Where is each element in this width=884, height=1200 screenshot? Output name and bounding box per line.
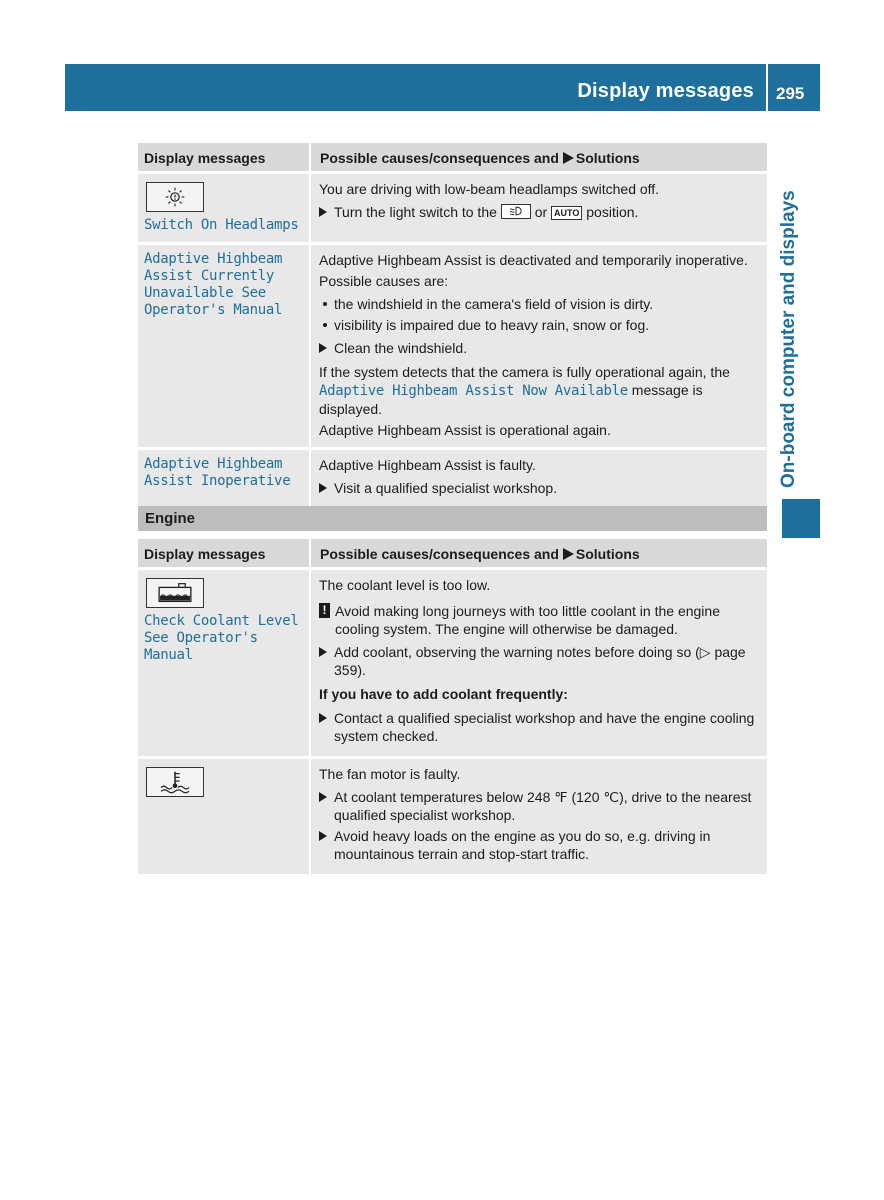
col-header-display-messages: Display messages <box>138 539 310 569</box>
bullet-text: visibility is impaired due to heavy rain, snow or fog. <box>334 317 650 333</box>
cause-text: You are driving with low-beam headlamps switched off. <box>319 181 660 197</box>
cause-bullet <box>319 316 761 334</box>
solutions-arrow-icon <box>563 548 574 560</box>
step-arrow-icon <box>319 831 327 841</box>
causes-cell <box>310 173 767 244</box>
solution-step <box>319 203 761 221</box>
low-beam-switch-icon <box>501 204 531 219</box>
low-beam-headlamp-icon <box>146 182 204 212</box>
section-header-engine <box>138 506 767 531</box>
display-message: Check Coolant Level See Operator's Manual <box>144 613 299 663</box>
bullet-dot <box>323 323 327 327</box>
step-arrow-icon <box>319 792 327 802</box>
col-header-causes <box>310 539 767 569</box>
message-cell <box>138 173 310 244</box>
message-cell <box>138 758 310 875</box>
paragraph-suffix: message is displayed. <box>319 382 703 417</box>
frequent-coolant-heading: If you have to add coolant frequently: <box>319 686 568 702</box>
message-cell <box>138 569 310 758</box>
solutions-arrow-icon <box>563 152 574 164</box>
display-message: Switch On Headlamps <box>144 217 299 233</box>
section-title: Engine <box>145 510 196 527</box>
step-arrow-icon <box>319 343 327 353</box>
solution-step <box>319 643 761 679</box>
solution-step <box>319 788 761 824</box>
coolant-level-icon <box>146 578 204 608</box>
bullet-text: the windshield in the camera's field of vision is dirty. <box>334 296 654 312</box>
step-text: Add coolant, observing the warning notes before doing so (▷ page 359). <box>334 644 746 678</box>
col-header-causes-text: Possible causes/consequences and <box>320 546 559 562</box>
chapter-tab-marker <box>782 499 820 538</box>
causes-cell <box>310 244 767 449</box>
step-arrow-icon <box>319 647 327 657</box>
causes-cell <box>310 449 767 509</box>
step-text: Visit a qualified specialist workshop. <box>334 480 558 496</box>
table-header-row <box>138 143 767 173</box>
chapter-tab-label: On-board computer and displays <box>778 190 799 488</box>
coolant-temperature-icon <box>146 767 204 797</box>
recovery-paragraph <box>319 363 761 418</box>
solution-step <box>319 339 761 357</box>
warning-icon: ! <box>319 603 330 618</box>
col-header-causes <box>310 143 767 173</box>
page-title: Display messages <box>577 80 754 102</box>
bullet-dot <box>323 302 327 306</box>
causes-cell <box>310 758 767 875</box>
warning-text: Avoid making long journeys with too little coolant in the engine cooling system. The engine will otherwise be damaged. <box>335 603 720 637</box>
table-row <box>138 758 767 875</box>
cause-text: Adaptive Highbeam Assist is deactivated and temporarily inoperative. <box>319 252 748 268</box>
auto-switch-symbol: AUTO <box>551 206 582 220</box>
display-messages-table-lights <box>138 143 767 508</box>
col-header-solutions-text: Solutions <box>575 150 640 166</box>
col-header-display-messages: Display messages <box>138 143 310 173</box>
solution-step <box>319 479 761 497</box>
step-suffix-text: position. <box>586 204 639 220</box>
step-arrow-icon <box>319 713 327 723</box>
cause-intro: Possible causes are: <box>319 273 449 289</box>
step-or-text: or <box>534 204 548 220</box>
cause-bullet <box>319 295 761 313</box>
paragraph-text: If the system detects that the camera is fully operational again, the <box>319 364 730 380</box>
step-text: Turn the light switch to the <box>334 204 497 220</box>
table-header-row <box>138 539 767 569</box>
page-number: 295 <box>776 84 805 103</box>
step-text: Clean the windshield. <box>334 340 468 356</box>
col-header-solutions-text: Solutions <box>575 546 640 562</box>
warning-note <box>319 602 761 638</box>
message-cell <box>138 244 310 449</box>
solution-step <box>319 827 761 863</box>
table-row <box>138 244 767 449</box>
step-text: Contact a qualified specialist workshop and have the engine cooling system checked. <box>334 710 755 744</box>
display-message: Adaptive Highbeam Assist Currently Unavailable See Operator's Manual <box>144 251 283 318</box>
table-row <box>138 449 767 509</box>
page-number-box <box>768 64 820 111</box>
cause-text: The coolant level is too low. <box>319 577 491 593</box>
cause-text: Adaptive Highbeam Assist is faulty. <box>319 457 536 473</box>
cause-text: The fan motor is faulty. <box>319 766 461 782</box>
step-text: Avoid heavy loads on the engine as you do so, e.g. driving in mountainous terrain and stop-start traffic. <box>334 828 711 862</box>
step-arrow-icon <box>319 207 327 217</box>
paragraph-end: Adaptive Highbeam Assist is operational again. <box>319 422 611 438</box>
solution-step <box>319 709 761 745</box>
page-header <box>65 64 766 111</box>
causes-cell <box>310 569 767 758</box>
inline-display-message: Adaptive Highbeam Assist Now Available <box>319 383 628 399</box>
step-text: At coolant temperatures below 248 ℉ (120 ℃), drive to the nearest qualified specialist workshop. <box>334 789 752 823</box>
table-row <box>138 569 767 758</box>
message-cell <box>138 449 310 509</box>
col-header-causes-text: Possible causes/consequences and <box>320 150 559 166</box>
step-arrow-icon <box>319 483 327 493</box>
display-messages-table-engine <box>138 539 767 874</box>
table-row <box>138 173 767 244</box>
display-message: Adaptive Highbeam Assist Inoperative <box>144 456 291 489</box>
